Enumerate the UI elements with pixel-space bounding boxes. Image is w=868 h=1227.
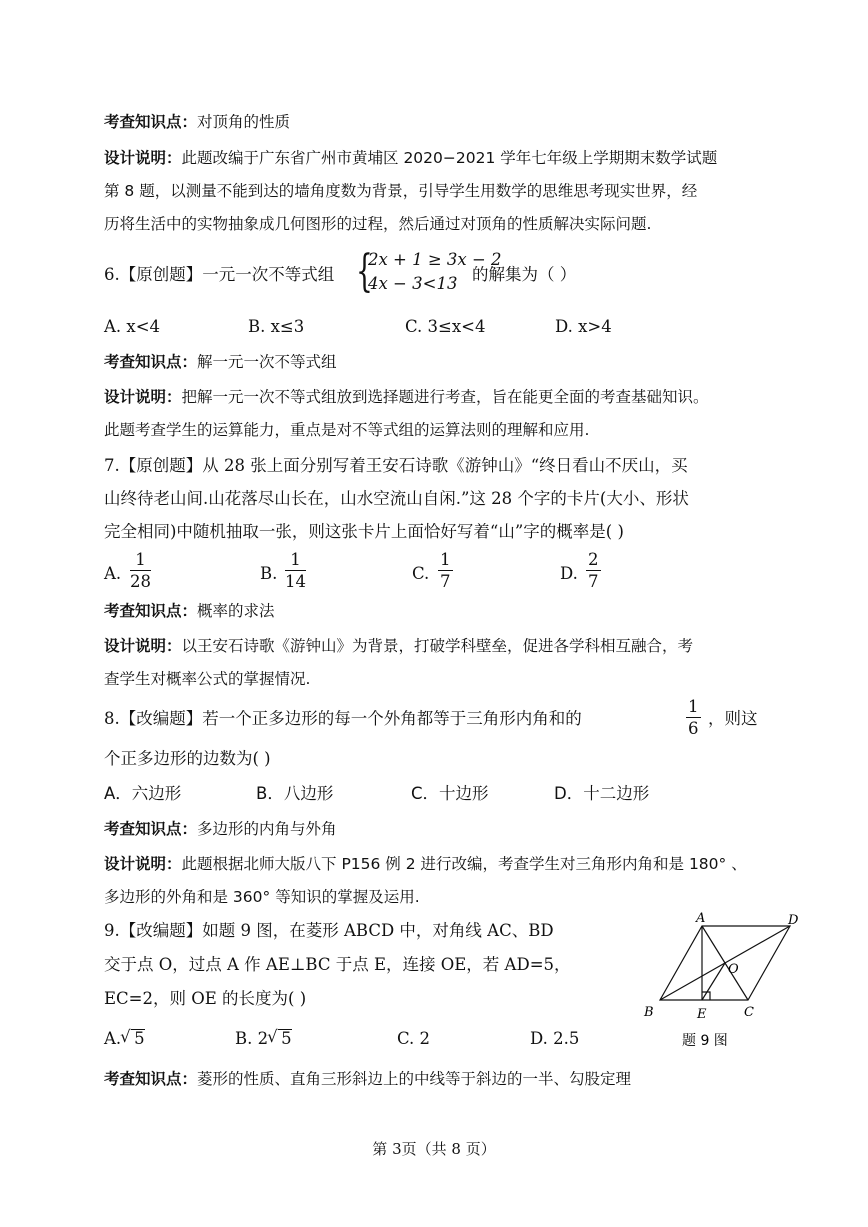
q9-option-c: C. 2 (397, 1029, 431, 1048)
brace-icon: { (356, 246, 373, 297)
q7-option-d-label: D. (560, 564, 578, 583)
question-7-line-3: 完全相同)中随机抽取一张，则这张卡片上面恰好写着“山”字的概率是( ) (104, 522, 624, 541)
question-9-line-1: 9.【改编题】如题 9 图，在菱形 ABCD 中，对角线 AC、BD (104, 921, 554, 940)
q8-option-a: A．六边形 (104, 784, 182, 803)
question-7-line-2: 山终待老山间.山花落尽山长在，山水空流山自闲.”这 28 个字的卡片(大小、形状 (104, 489, 689, 508)
q7-option-b-label: B. (260, 564, 278, 583)
q8-option-c: C．十边形 (411, 784, 489, 803)
question-9-line-2: 交于点 O，过点 A 作 AE⊥BC 于点 E，连接 OE，若 AD=5， (104, 955, 571, 974)
q9-option-b: B. 2√ 5 (235, 1028, 292, 1050)
design-line-q7-2: 查学生对概率公式的掌握情况. (104, 670, 311, 688)
q6-option-c: C. 3≤x<4 (405, 317, 486, 336)
q7-option-c-fraction: $\frac{1}{7}$ (440, 550, 451, 591)
q9-option-d: D. 2.5 (530, 1029, 580, 1048)
question-8-line-2: 个正多边形的边数为( ) (104, 749, 271, 768)
rhombus-figure (640, 910, 810, 1055)
label-c: C (744, 1005, 754, 1020)
label-b: B (644, 1005, 654, 1020)
q6-option-d: D. x>4 (555, 317, 612, 336)
q7-option-a-fraction: $\frac{1}{28}$ (130, 550, 151, 591)
page-footer: 第 3页（共 8 页） (372, 1140, 496, 1158)
question-9-line-3: EC=2，则 OE 的长度为( ) (104, 989, 307, 1008)
figure-caption: 题 9 图 (682, 1033, 728, 1049)
segment-oe (702, 963, 725, 1000)
label-d: D (788, 913, 799, 928)
knowledge-line-q8: 考查知识点：多边形的内角与外角 (104, 820, 337, 838)
q9-option-a: A.√ 5 (104, 1028, 145, 1050)
question-6-stem-end: 的解集为（ ） (472, 265, 577, 284)
design-line-q8-2: 多边形的外角和是 360° 等知识的掌握及运用. (104, 888, 420, 906)
question-8-line-1-end: ，则这 (708, 709, 758, 728)
question-6-stem: 6.【原创题】一元一次不等式组 (104, 265, 335, 284)
knowledge-line-q9: 考查知识点：菱形的性质、直角三形斜边上的中线等于斜边的一半、勾股定理 (104, 1070, 632, 1088)
q6-option-a: A. x<4 (104, 317, 161, 336)
design-line-q6-2: 此题考查学生的运算能力，重点是对不等式组的运算法则的理解和应用. (104, 421, 590, 439)
q8-fraction: $\frac{1}{6}$ (688, 697, 699, 738)
knowledge-line-q6: 考查知识点：解一元一次不等式组 (104, 353, 337, 371)
sqrt-icon: √ 5 (278, 1029, 292, 1048)
sqrt-icon: √ 5 (131, 1029, 145, 1048)
inequality-system (356, 246, 502, 297)
design-line-q6-1: 设计说明：把解一元一次不等式组放到选择题进行考查，旨在能更全面的考查基础知识。 (104, 388, 709, 406)
question-8-line-1: 8.【改编题】若一个正多边形的每一个外角都等于三角形内角和的 (104, 709, 582, 728)
design-line-q5-1: 设计说明：此题改编于广东省广州市黄埔区 2020−2021 学年七年级上学期期末数学试题 (104, 149, 718, 167)
label-e: E (697, 1007, 707, 1022)
inequality-1: 2x + 1 ≥ 3x − 2 (368, 250, 502, 269)
design-line-q5-3: 历将生活中的实物抽象成几何图形的过程，然后通过对顶角的性质解决实际问题. (104, 215, 652, 233)
label-a: A (696, 911, 706, 926)
q7-option-c-label: C. (412, 564, 430, 583)
label-o: O (728, 962, 739, 977)
question-7-line-1: 7.【原创题】从 28 张上面分别写着王安石诗歌《游钟山》“终日看山不厌山，买 (104, 456, 688, 475)
q8-option-d: D．十二边形 (554, 784, 650, 803)
q7-option-b-fraction: $\frac{1}{14}$ (285, 550, 306, 591)
q6-option-b: B. x≤3 (248, 317, 305, 336)
q8-option-b: B．八边形 (256, 784, 334, 803)
q7-option-a-label: A. (104, 564, 122, 583)
knowledge-line-q7: 考查知识点：概率的求法 (104, 602, 275, 620)
design-line-q5-2: 第 8 题，以测量不能到达的墙角度数为背景，引导学生用数学的思维思考现实世界，经 (104, 182, 698, 200)
q7-option-d-fraction: $\frac{2}{7}$ (588, 550, 599, 591)
knowledge-line-q5: 考查知识点：对顶角的性质 (104, 113, 291, 131)
design-line-q8-1: 设计说明：此题根据北师大版八下 P156 例 2 进行改编，考查学生对三角形内角和是 180° 、 (104, 855, 747, 873)
design-line-q7-1: 设计说明：以王安石诗歌《游钟山》为背景，打破学科壁垒，促进各学科相互融合，考 (104, 637, 694, 655)
inequality-2: 4x − 3<13 (368, 274, 458, 293)
